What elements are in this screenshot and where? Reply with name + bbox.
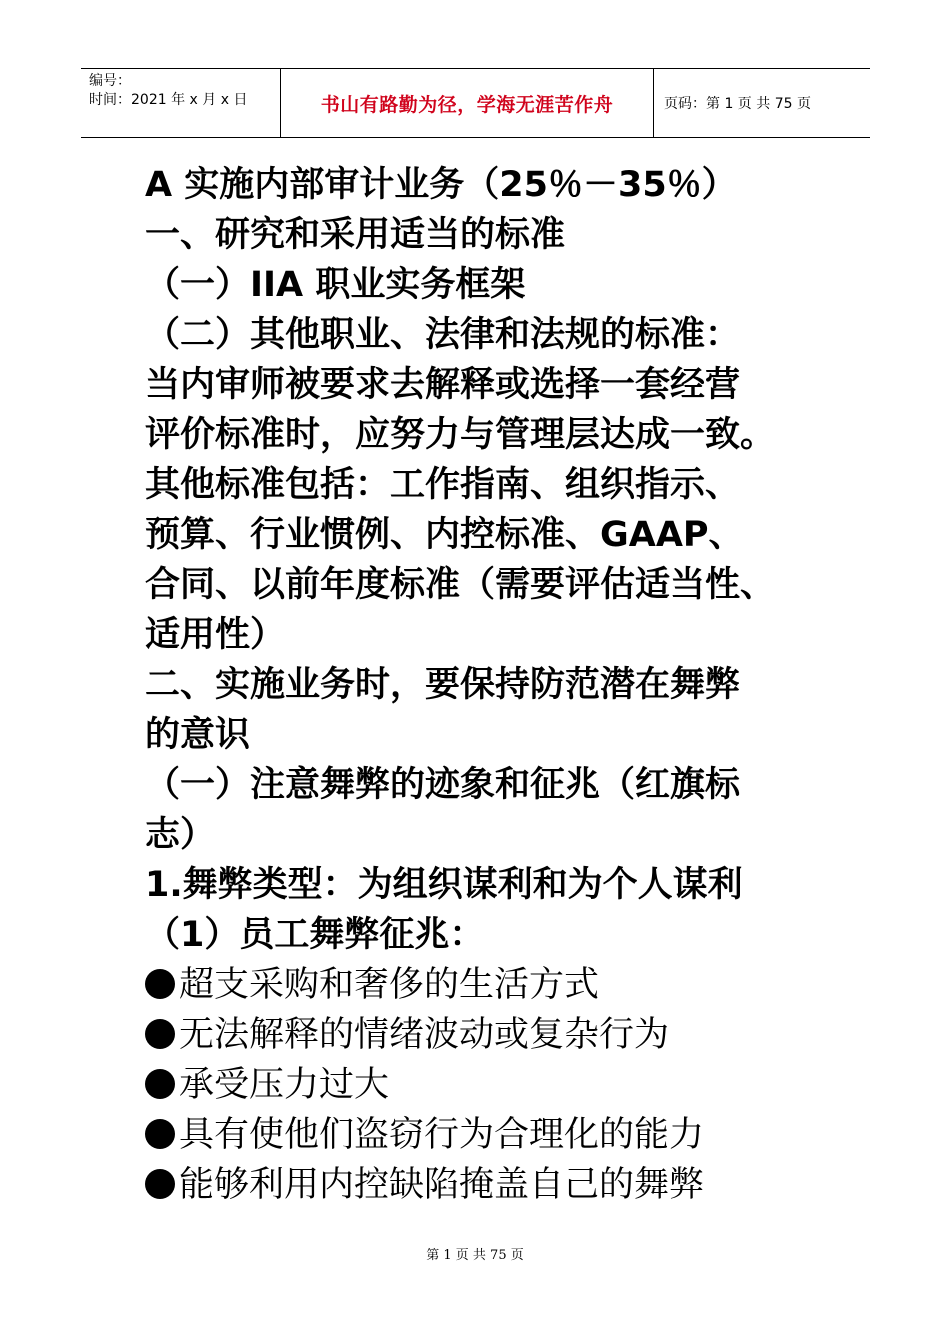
header-meta-cell: [81, 69, 281, 137]
bullet-dot-icon: [145, 1069, 175, 1099]
body-line: 预算、行业惯例、内控标准、GAAP、: [145, 515, 744, 555]
header-page-cell: [654, 69, 870, 137]
body-line: 当内审师被要求去解释或选择一套经营: [145, 365, 741, 405]
bullet-item: [145, 1160, 845, 1210]
page-footer: 第 1 页 共 75 页: [426, 1248, 524, 1263]
document-body: [145, 160, 845, 1210]
section-heading: A 实施内部审计业务（25％－35％）: [145, 165, 737, 205]
bullet-dot-icon: [145, 1119, 175, 1149]
body-line: （二）其他职业、法律和法规的标准：: [145, 315, 741, 355]
bullet-dot-icon: [145, 969, 175, 999]
body-line: 1.舞弊类型：为组织谋利和为个人谋利: [145, 865, 743, 905]
body-line: 二、实施业务时，要保持防范潜在舞弊: [145, 665, 741, 705]
page-info: 页码：第 1 页 共 75 页: [664, 96, 811, 112]
body-line: 一、研究和采用适当的标准: [145, 215, 566, 255]
number-label: 编号：: [89, 73, 131, 89]
body-line: 适用性）: [145, 615, 286, 655]
bullet-text: 超支采购和奢侈的生活方式: [179, 965, 600, 1005]
bullet-dot-icon: [145, 1169, 175, 1199]
bullet-text: 能够利用内控缺陷掩盖自己的舞弊: [179, 1165, 705, 1205]
body-line: 志）: [145, 815, 216, 855]
body-line: 评价标准时，应努力与管理层达成一致。: [145, 415, 776, 455]
bullet-item: [145, 1010, 845, 1060]
header-motto-cell: [281, 69, 654, 137]
bullet-text: 承受压力过大: [179, 1065, 390, 1105]
bullet-text: 无法解释的情绪波动或复杂行为: [179, 1015, 670, 1055]
document-header: [81, 68, 870, 138]
bullet-dot-icon: [145, 1019, 175, 1049]
bullet-text: 具有使他们盗窃行为合理化的能力: [179, 1115, 705, 1155]
bullet-item: [145, 1110, 845, 1160]
bullet-item: [145, 1060, 845, 1110]
body-line: 合同、以前年度标准（需要评估适当性、: [145, 565, 776, 605]
body-line: （一）注意舞弊的迹象和征兆（红旗标: [145, 765, 741, 805]
time-label: 时间：2021 年 x 月 x 日: [89, 92, 248, 108]
body-line: （一）IIA 职业实务框架: [145, 265, 526, 305]
motto-text: 书山有路勤为径，学海无涯苦作舟: [320, 93, 614, 116]
bullet-item: [145, 960, 845, 1010]
body-line: （1）员工舞弊征兆：: [145, 915, 485, 955]
body-line: 其他标准包括：工作指南、组织指示、: [145, 465, 741, 505]
body-line: 的意识: [145, 715, 251, 755]
